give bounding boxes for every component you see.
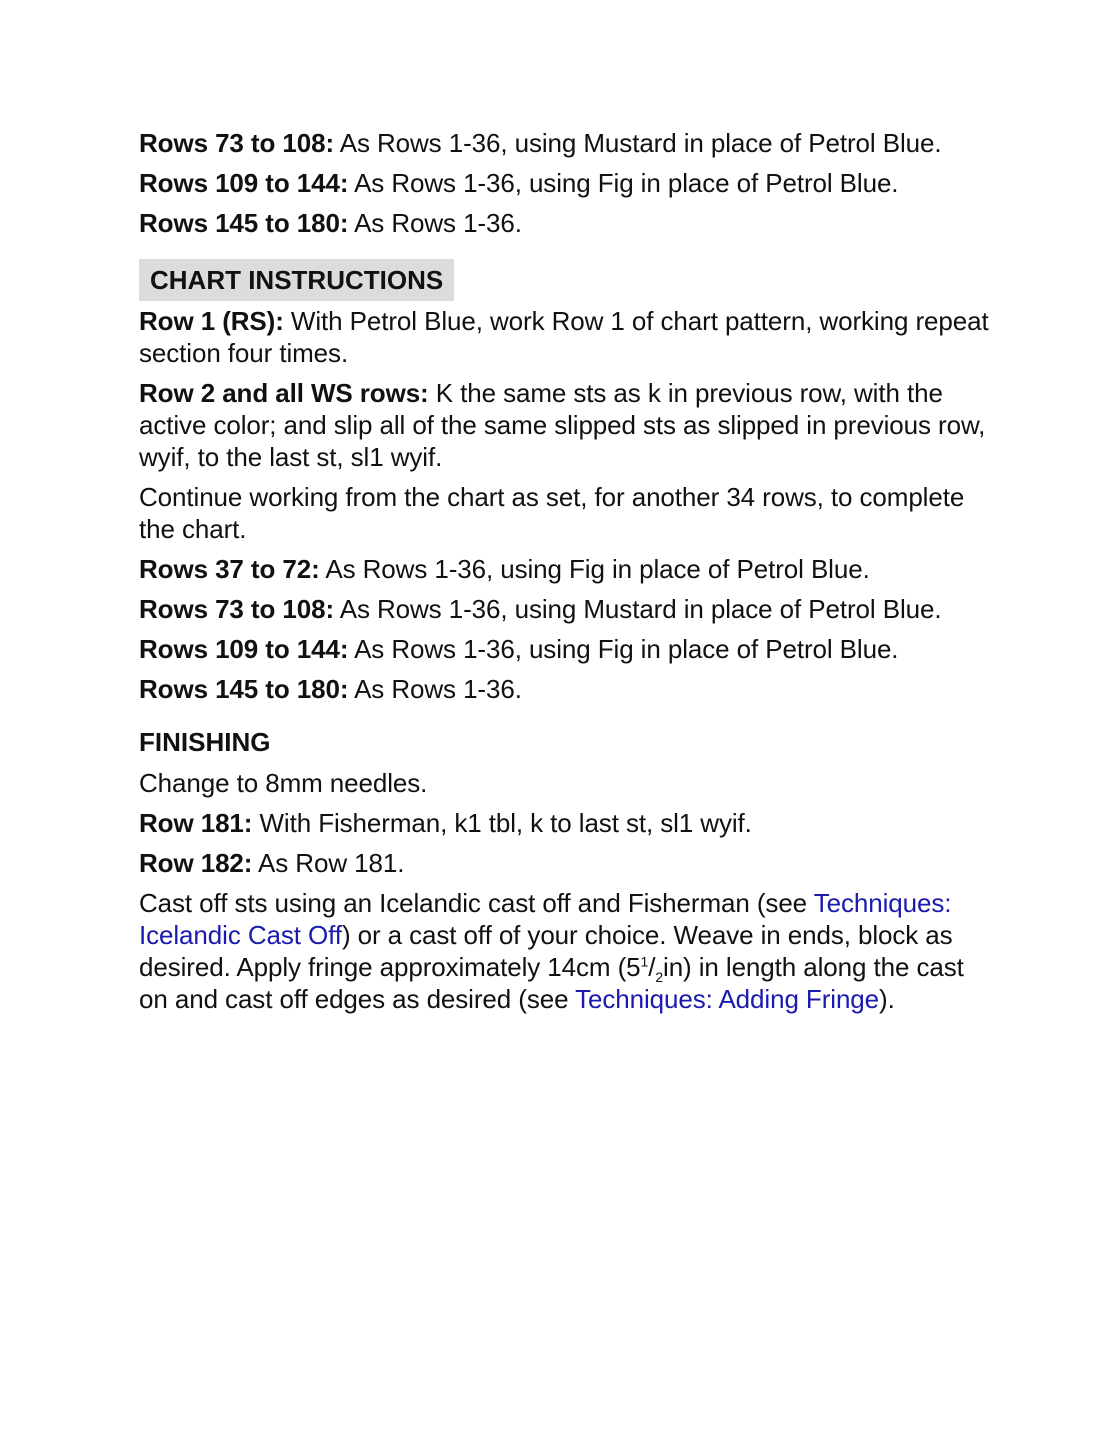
- rows-145-180-instruction: [139, 207, 989, 239]
- row-text: As Rows 1-36.: [348, 208, 522, 238]
- row-text: With Fisherman, k1 tbl, k to last st, sl1 wyif.: [252, 808, 752, 838]
- row-text: As Rows 1-36, using Fig in place of Petrol Blue.: [319, 554, 870, 584]
- row-label: Rows 73 to 108:: [139, 594, 335, 624]
- row-text: As Rows 1-36, using Mustard in place of Petrol Blue.: [334, 594, 942, 624]
- row-1-instruction: [139, 305, 989, 369]
- cast-off-text: Cast off sts using an Icelandic cast off and Fisherman (see: [139, 888, 814, 918]
- row-text: As Rows 1-36.: [348, 674, 522, 704]
- cast-off-instruction: [139, 887, 989, 1015]
- row-text: With Petrol Blue, work Row 1 of chart pattern, working repeat section four times.: [139, 306, 989, 368]
- pattern-page: [139, 127, 989, 1015]
- fraction-slash: /: [648, 952, 656, 982]
- row-label: Row 2 and all WS rows:: [139, 378, 429, 408]
- row-label: Rows 145 to 180:: [139, 674, 349, 704]
- row-label: Rows 145 to 180:: [139, 208, 349, 238]
- rows-73-108-instruction: [139, 593, 989, 625]
- row-label: Row 182:: [139, 848, 253, 878]
- row-label: Row 181:: [139, 808, 253, 838]
- row-text: As Rows 1-36, using Fig in place of Petrol Blue.: [348, 634, 899, 664]
- row-text: As Row 181.: [252, 848, 405, 878]
- continue-instruction: Continue working from the chart as set, for another 34 rows, to complete the chart.: [139, 482, 965, 544]
- rows-109-144-instruction: [139, 633, 989, 665]
- row-label: Row 1 (RS):: [139, 306, 284, 336]
- rows-109-144-instruction: [139, 167, 989, 199]
- rows-73-108-instruction: [139, 127, 989, 159]
- row-181-instruction: [139, 807, 989, 839]
- needles-instruction: Change to 8mm needles.: [139, 768, 428, 798]
- rows-145-180-instruction: [139, 673, 989, 705]
- cast-off-text: in) in length along the cast on and cast off edges as desired (see: [139, 952, 964, 1014]
- fraction-numerator: 1: [640, 953, 649, 970]
- row-label: Rows 37 to 72:: [139, 554, 320, 584]
- row-label: Rows 109 to 144:: [139, 168, 349, 198]
- row-text: K the same sts as k in previous row, with the active color; and slip all of the same slipped sts as slipped in previous row, wyif, to the last st, sl1 wyif.: [139, 378, 986, 472]
- icelandic-cast-off-link[interactable]: Techniques: Icelandic Cast Off: [139, 888, 952, 950]
- row-2-instruction: [139, 377, 989, 473]
- rows-37-72-instruction: [139, 553, 989, 585]
- row-182-instruction: [139, 847, 989, 879]
- cast-off-text: ) or a cast off of your choice. Weave in ends, block as desired. Apply fringe approximately 14cm (5: [139, 920, 953, 982]
- row-text: As Rows 1-36, using Fig in place of Petrol Blue.: [348, 168, 899, 198]
- row-label: Rows 73 to 108:: [139, 128, 335, 158]
- adding-fringe-link[interactable]: Techniques: Adding Fringe: [575, 984, 880, 1014]
- row-label: Rows 109 to 144:: [139, 634, 349, 664]
- fraction-denominator: 2: [655, 969, 664, 986]
- chart-instructions-heading: CHART INSTRUCTIONS: [139, 259, 454, 301]
- row-text: As Rows 1-36, using Mustard in place of Petrol Blue.: [334, 128, 942, 158]
- cast-off-text: ).: [879, 984, 895, 1014]
- finishing-heading: FINISHING: [139, 727, 271, 757]
